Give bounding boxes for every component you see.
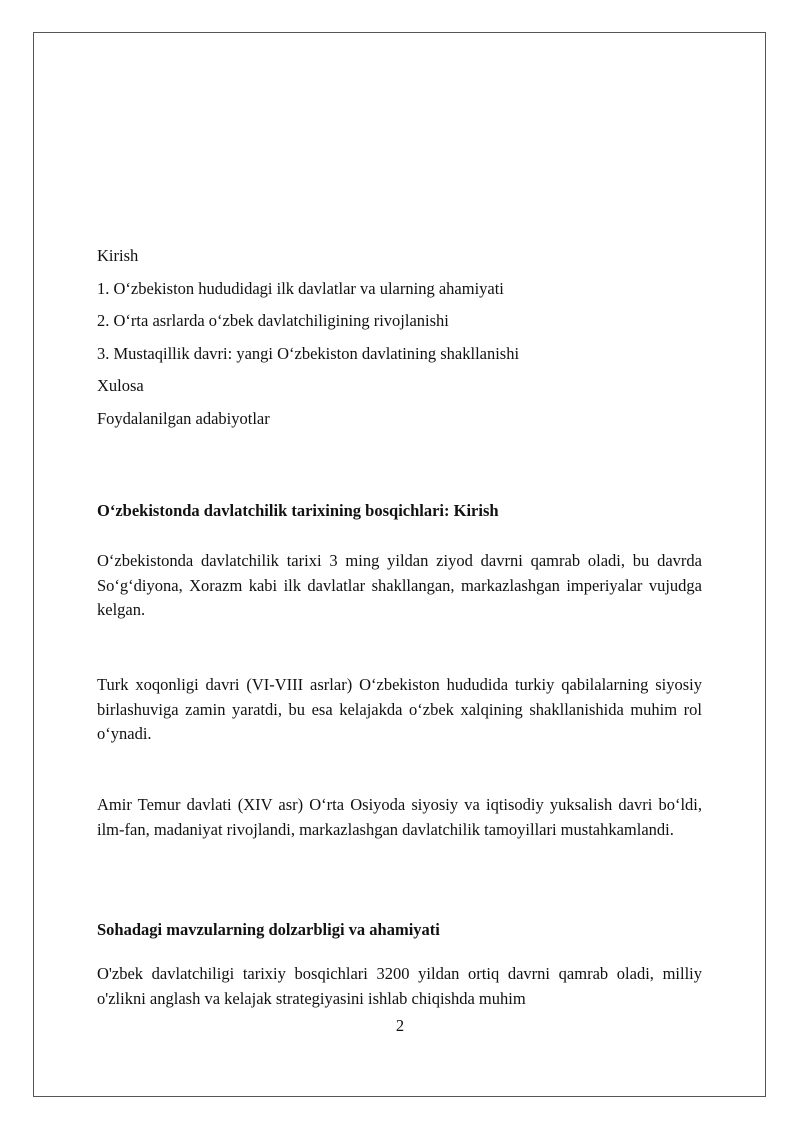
- paragraph-2: Turk xoqonligi davri (VI-VIII asrlar) O‘zbekiston hududida turkiy qabilalarning siyosiy birlashuviga zamin yaratdi, bu esa kelajakda o‘zbek xalqining shakllanishida muhim rol o‘ynadi.: [97, 675, 702, 743]
- toc-item-introduction: Kirish: [97, 246, 139, 265]
- toc-item-chapter-2: 2. O‘rta asrlarda o‘zbek davlatchiligining rivojlanishi: [97, 311, 449, 330]
- page-number: 2: [395, 1016, 405, 1035]
- paragraph-4: O'zbek davlatchiligi tarixiy bosqichlari 3200 yildan ortiq davrni qamrab oladi, milliy o'zlikni anglash va kelajak strategiyasini ishlab chiqishda muhim: [97, 964, 702, 1008]
- toc-item-chapter-1: 1. O‘zbekiston hududidagi ilk davlatlar va ularning ahamiyati: [97, 278, 504, 298]
- toc-item-chapter-3: 3. Mustaqillik davri: yangi O‘zbekiston davlatining shakllanishi: [97, 343, 520, 363]
- document-body: [97, 240, 702, 1008]
- toc-item-conclusion: Xulosa: [97, 376, 144, 395]
- section-heading-relevance: Sohadagi mavzularning dolzarbligi va ahamiyati: [97, 920, 440, 939]
- table-of-contents: [97, 240, 702, 435]
- toc-item-references: Foydalanilgan adabiyotlar: [97, 408, 270, 428]
- paragraph-3: Amir Temur davlati (XIV asr) O‘rta Osiyoda siyosiy va iqtisodiy yuksalish davri bo‘ldi, ilm-fan, madaniyat rivojlandi, markazlashgan davlatchilik tamoyillari mustahkamlandi.: [97, 795, 702, 839]
- section-heading-introduction: O‘zbekistonda davlatchilik tarixining bosqichlari: Kirish: [97, 501, 499, 520]
- paragraph-1: O‘zbekistonda davlatchilik tarixi 3 ming yildan ziyod davrni qamrab oladi, bu davrda So‘g‘diyona, Xorazm kabi ilk davlatlar shakllangan, markazlashgan imperiyalar vujudga kelgan.: [97, 551, 702, 619]
